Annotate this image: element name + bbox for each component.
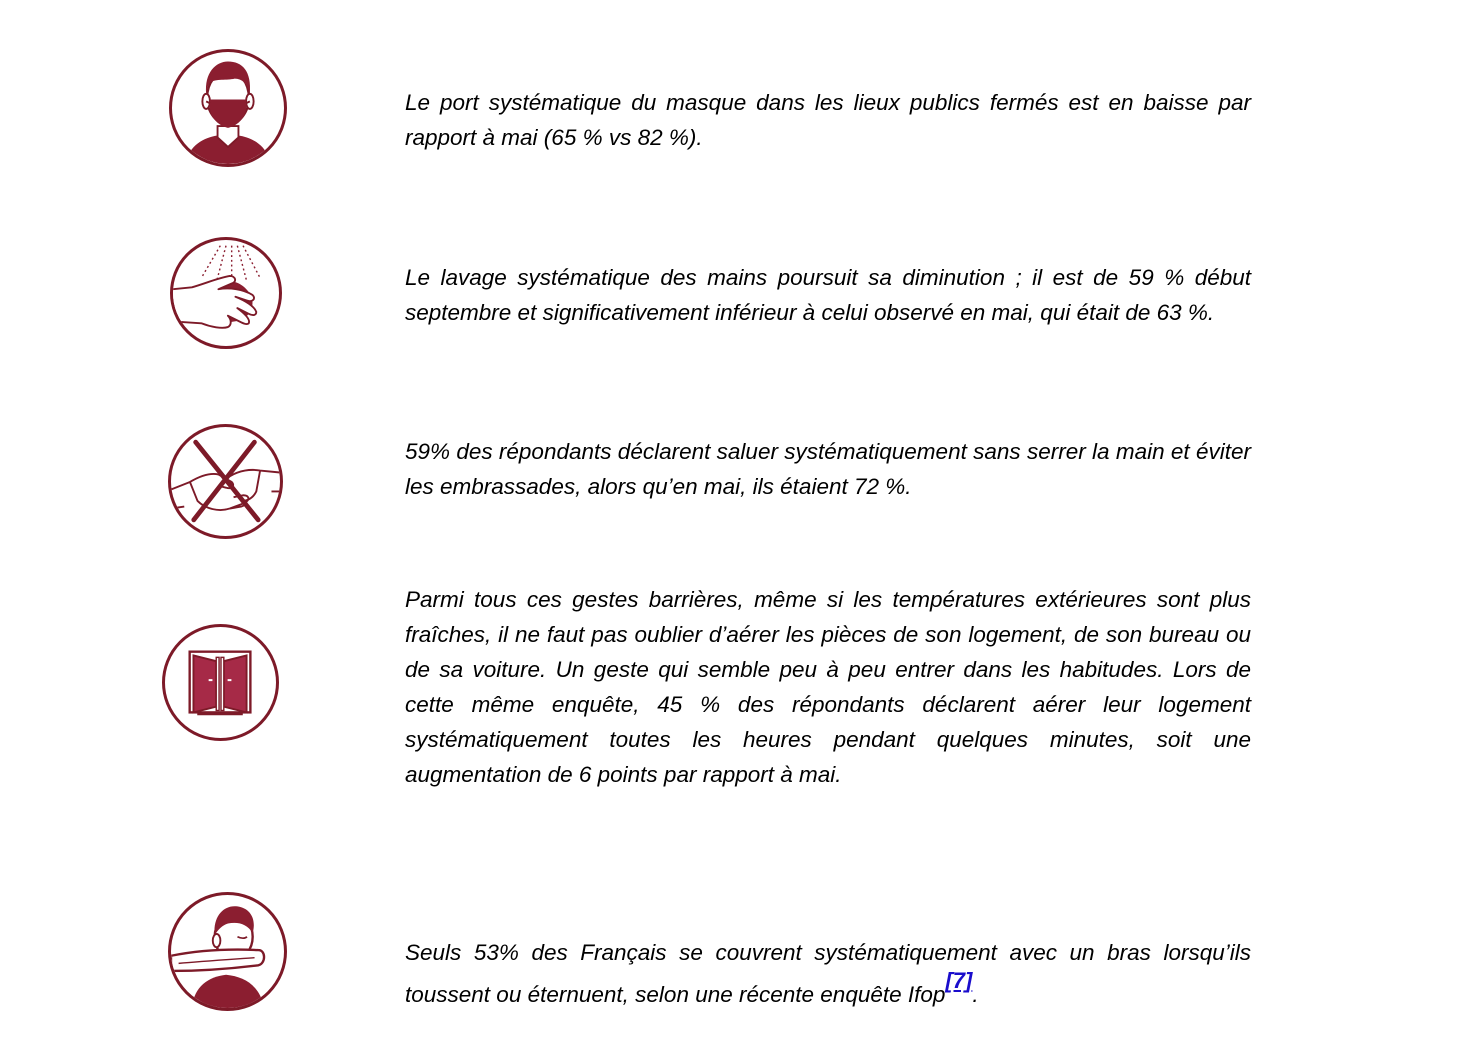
ventilation-window-icon: [162, 624, 279, 741]
mask-usage-paragraph: Le port systématique du masque dans les lieux publics fermés est en baisse par rapport à mai (65 % vs 82 %).: [405, 90, 1251, 150]
cough-into-elbow-icon: [168, 892, 287, 1011]
cough-paragraph-text: Seuls 53% des Français se couvrent systématiquement avec un bras lorsqu’ils toussent ou éternuent, selon une récente enquête Ifop: [405, 940, 1251, 1007]
no-handshake-icon: [168, 424, 283, 539]
cough-paragraph-period: .: [972, 982, 979, 1007]
ventilation-paragraph: Parmi tous ces gestes barrières, même si les températures extérieures sont plus fraîches, il ne faut pas oublier d’aérer les pièces de son logement, de son bureau ou de sa voiture. Un geste qui semble peu à peu entrer dans les habitudes. Lors de cette même enquête, 45 % des répondants déclarent aérer leur logement systématiquement toutes les heures pendant quelques minutes, soit une augmentation de 6 points par rapport à mai.: [405, 587, 1251, 787]
cough-paragraph: [405, 932, 1251, 1016]
hand-washing-paragraph: Le lavage systématique des mains poursuit sa diminution ; il est de 59 % début septembre et significativement inférieur à celui observé en mai, qui était de 63 %.: [405, 265, 1251, 325]
greeting-paragraph: 59% des répondants déclarent saluer systématiquement sans serrer la main et éviter les embrassades, alors qu’en mai, ils étaient 72 %.: [405, 439, 1251, 499]
hand-washing-icon: [170, 237, 282, 349]
face-mask-icon: [169, 49, 287, 167]
footnote-link[interactable]: [7]: [945, 968, 973, 993]
